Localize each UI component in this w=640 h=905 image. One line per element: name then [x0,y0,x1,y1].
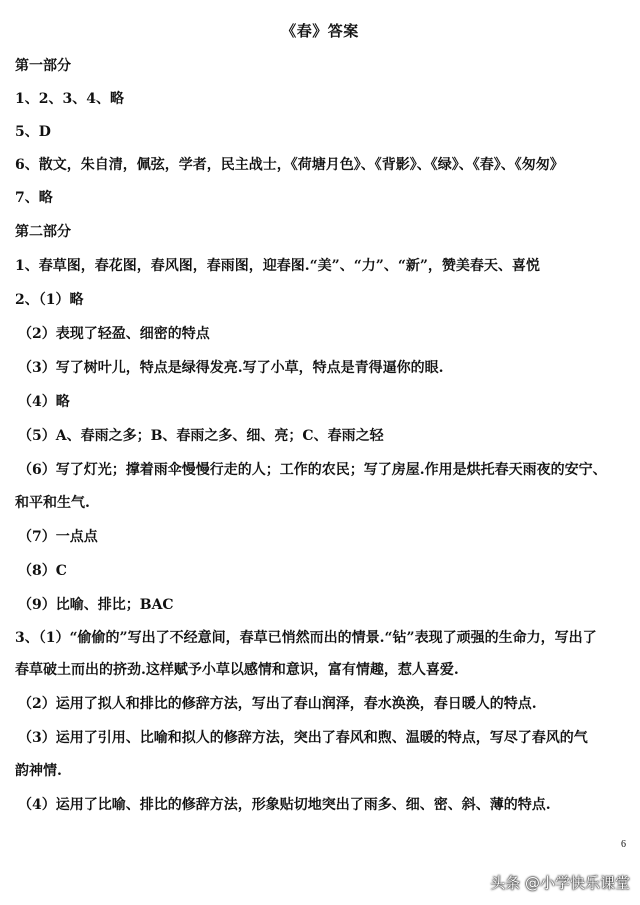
answer-line-3: 6、散文，朱自清，佩弦，学者，民主战士，《荷塘月色》、《背影》、《绿》、《春》、《匆匆》 [15,157,564,173]
page-number: 6 [621,839,626,850]
answer-line-18: （2）运用了拟人和排比的修辞方法，写出了春山润泽，春水涣涣，春日暖人的特点. [18,696,537,712]
watermark: 头条 @小学快乐课堂 [490,874,630,892]
answer-line-9: （4）略 [18,394,70,410]
section-heading-part-one: 第一部分 [15,58,71,74]
answer-line-6: 2、（1）略 [15,292,84,308]
answer-line-4: 7、略 [15,190,53,206]
answer-line-11: （6）写了灯光；撑着雨伞慢慢行走的人；工作的农民；写了房屋.作用是烘托春天雨夜的安宁、 [18,462,607,478]
answer-line-14: （8）C [18,563,67,579]
answer-line-10: （5）A、春雨之多；B、春雨之多、细、亮；C、春雨之轻 [18,428,384,444]
answer-line-12: 和平和生气. [15,495,90,511]
answer-line-13: （7）一点点 [18,529,98,545]
answer-line-15: （9）比喻、排比；BAC [18,597,174,613]
answer-line-2: 5、D [15,124,51,140]
answer-line-16: 3、（1）“偷偷的”写出了不经意间，春草已悄然而出的情景.“钻”表现了顽强的生命力，写出了 [15,630,597,646]
answer-line-1: 1、2、3、4、略 [15,91,124,107]
answer-line-21: （4）运用了比喻、排比的修辞方法，形象贴切地突出了雨多、细、密、斜、薄的特点. [18,797,551,813]
section-heading-part-two: 第二部分 [15,224,71,240]
answer-line-20: 韵神情. [15,763,62,779]
answer-line-8: （3）写了树叶儿，特点是绿得发亮.写了小草，特点是青得逼你的眼. [18,360,444,376]
answer-line-19: （3）运用了引用、比喻和拟人的修辞方法，突出了春风和煦、温暖的特点，写尽了春风的气 [18,730,588,746]
answer-line-17: 春草破土而出的挤劲.这样赋予小草以感情和意识，富有情趣，惹人喜爱. [15,662,459,678]
answer-line-7: （2）表现了轻盈、细密的特点 [18,326,210,342]
page-title: 《春》答案 [281,22,359,40]
answer-line-5: 1、春草图，春花图，春风图，春雨图，迎春图.“美”、“力”、“新”，赞美春天、喜悦 [15,258,540,274]
